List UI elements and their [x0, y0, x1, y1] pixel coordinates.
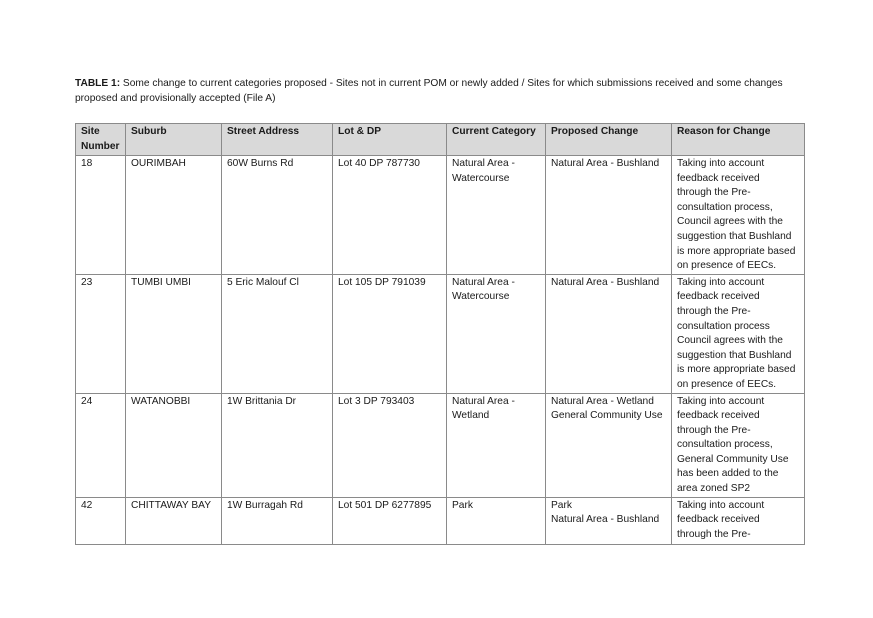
cell-street-address: 1W Burragah Rd	[222, 497, 333, 544]
cell-proposed-change: Natural Area - Wetland General Community Use	[546, 393, 672, 497]
header-reason-for-change: Reason for Change	[672, 124, 805, 156]
header-site-number: Site Number	[76, 124, 126, 156]
cell-site-number: 23	[76, 274, 126, 393]
cell-reason-for-change: Taking into account feedback received through the Pre- consultation process, General Community Use has been added to the area zoned SP2	[672, 393, 805, 497]
cell-suburb: WATANOBBI	[126, 393, 222, 497]
cell-site-number: 18	[76, 156, 126, 275]
cell-site-number: 42	[76, 497, 126, 544]
header-proposed-change: Proposed Change	[546, 124, 672, 156]
cell-current-category: Natural Area - Wetland	[447, 393, 546, 497]
table-caption	[75, 76, 815, 106]
cell-lot-dp: Lot 501 DP 6277895	[333, 497, 447, 544]
cell-reason-for-change: Taking into account feedback received through the Pre- consultation process, Council agrees with the suggestion that Bushland is more appropriate based on presence of EECs.	[672, 156, 805, 275]
table-row	[76, 497, 805, 544]
header-lot-dp: Lot & DP	[333, 124, 447, 156]
table-row	[76, 393, 805, 497]
caption-label: TABLE 1:	[75, 78, 121, 89]
cell-street-address: 1W Brittania Dr	[222, 393, 333, 497]
cell-lot-dp: Lot 40 DP 787730	[333, 156, 447, 275]
cell-lot-dp: Lot 105 DP 791039	[333, 274, 447, 393]
cell-suburb: OURIMBAH	[126, 156, 222, 275]
cell-reason-for-change: Taking into account feedback received through the Pre- consultation process Council agrees with the suggestion that Bushland is more appropriate based on presence of EECs.	[672, 274, 805, 393]
cell-current-category: Natural Area - Watercourse	[447, 274, 546, 393]
cell-current-category: Natural Area - Watercourse	[447, 156, 546, 275]
header-street-address: Street Address	[222, 124, 333, 156]
cell-suburb: CHITTAWAY BAY	[126, 497, 222, 544]
cell-site-number: 24	[76, 393, 126, 497]
table-row	[76, 274, 805, 393]
table-header-row	[76, 124, 805, 156]
cell-current-category: Park	[447, 497, 546, 544]
cell-street-address: 5 Eric Malouf Cl	[222, 274, 333, 393]
table-row	[76, 156, 805, 275]
caption-text: Some change to current categories proposed - Sites not in current POM or newly added / Sites for which submissions received and some changes proposed and provisionally accepted (File A)	[75, 78, 783, 104]
cell-proposed-change: Natural Area - Bushland	[546, 274, 672, 393]
cell-street-address: 60W Burns Rd	[222, 156, 333, 275]
cell-reason-for-change: Taking into account feedback received through the Pre-	[672, 497, 805, 544]
cell-proposed-change: Park Natural Area - Bushland	[546, 497, 672, 544]
cell-lot-dp: Lot 3 DP 793403	[333, 393, 447, 497]
sites-table	[75, 123, 805, 545]
header-suburb: Suburb	[126, 124, 222, 156]
cell-proposed-change: Natural Area - Bushland	[546, 156, 672, 275]
header-current-category: Current Category	[447, 124, 546, 156]
cell-suburb: TUMBI UMBI	[126, 274, 222, 393]
